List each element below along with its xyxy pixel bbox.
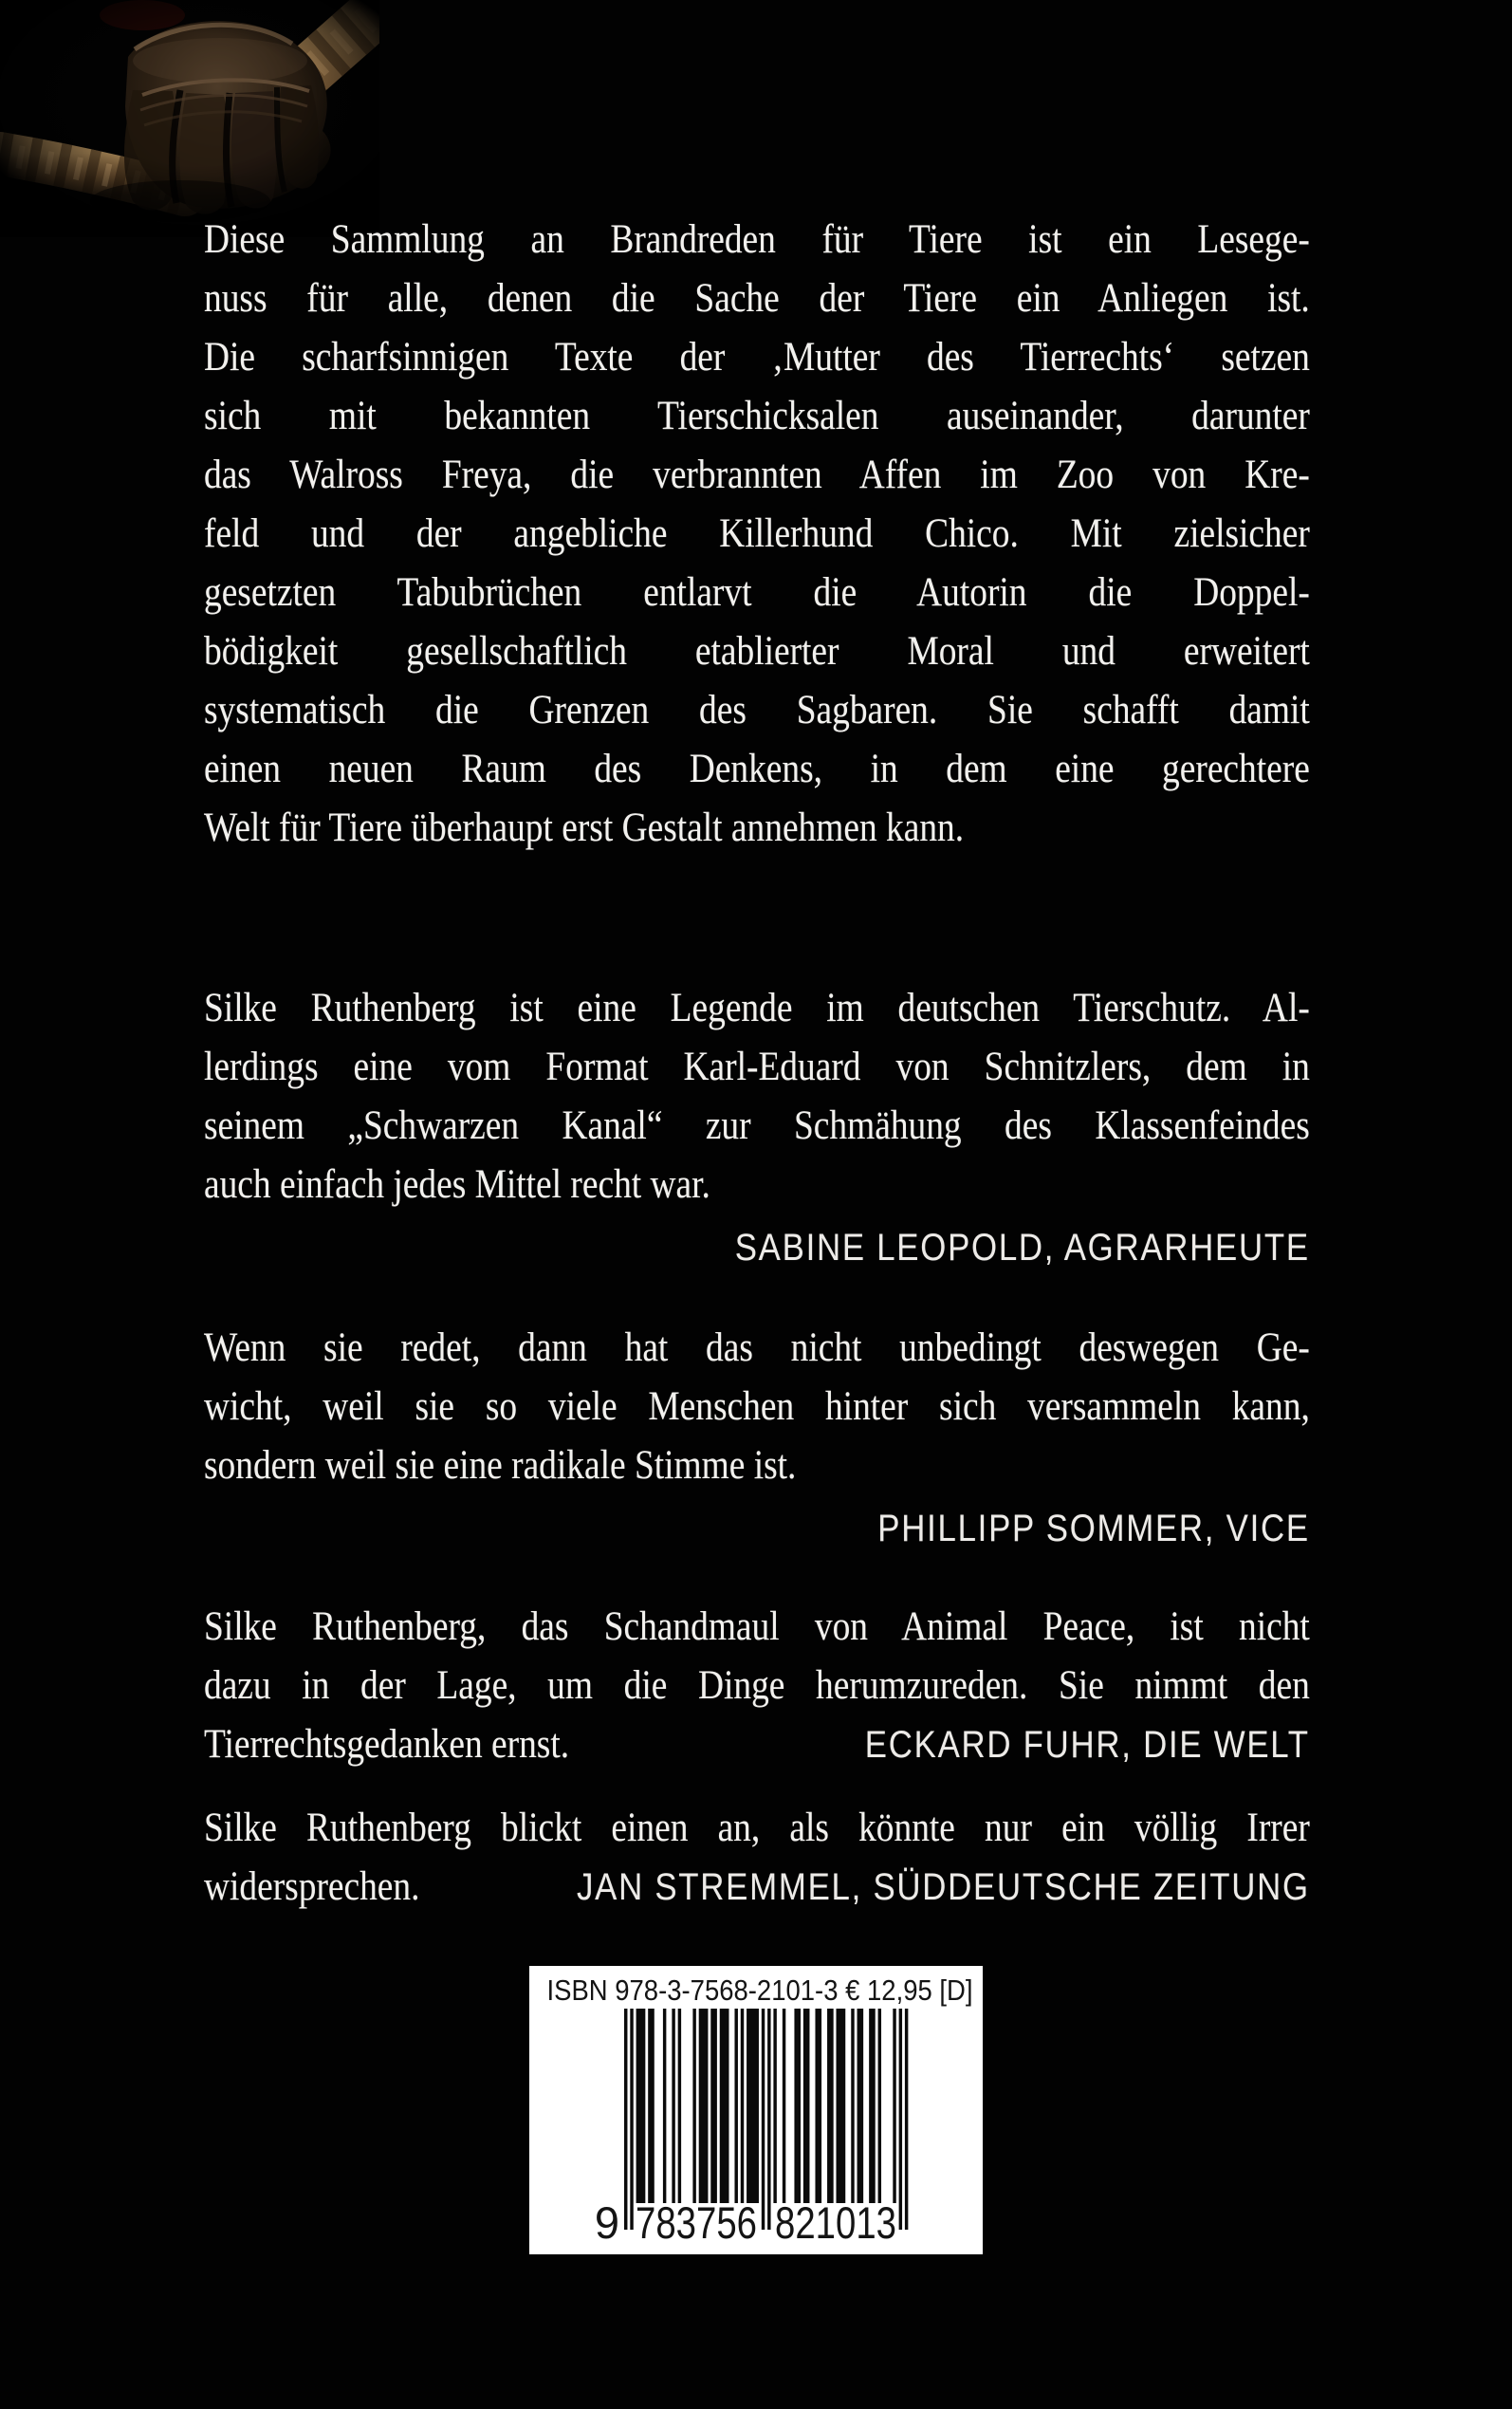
quote-attribution-row bbox=[204, 1218, 1310, 1277]
press-quotes bbox=[204, 979, 1310, 1917]
blurb-line: einen neuen Raum des Denkens, in dem eine gerechtere bbox=[204, 747, 1310, 791]
quote-line: widersprechen. bbox=[204, 1864, 420, 1909]
quote-attribution: ECKARD FUHR, DIE WELT bbox=[864, 1724, 1310, 1766]
barcode-digit-first: 9 bbox=[594, 2197, 619, 2248]
quote-attribution: PHILLIPP SOMMER, VICE bbox=[877, 1508, 1310, 1549]
ean13-barcode bbox=[529, 1966, 983, 2254]
quote-line: sondern weil sie eine radikale Stimme ist. bbox=[204, 1443, 797, 1488]
quote-last-line-row bbox=[204, 1858, 1310, 1917]
quote-line: wicht, weil sie so viele Menschen hinter sich versammeln kann, bbox=[204, 1384, 1310, 1429]
blurb-line: systematisch die Grenzen des Sagbaren. Sie schafft damit bbox=[204, 688, 1310, 732]
quote-attribution: SABINE LEOPOLD, AGRARHEUTE bbox=[734, 1227, 1310, 1269]
quote-line: Tierrechtsgedanken ernst. bbox=[204, 1722, 570, 1767]
quote-line: Silke Ruthenberg ist eine Legende im deutschen Tierschutz. Al- bbox=[204, 986, 1310, 1030]
blurb-line: Welt für Tiere überhaupt erst Gestalt annehmen kann. bbox=[204, 806, 965, 850]
quote-line: auch einfach jedes Mittel recht war. bbox=[204, 1162, 710, 1207]
quote-line: Silke Ruthenberg, das Schandmaul von Animal Peace, ist nicht bbox=[204, 1604, 1310, 1649]
quote-last-line-row bbox=[204, 1715, 1310, 1774]
quote-attribution: JAN STREMMEL, SÜDDEUTSCHE ZEITUNG bbox=[576, 1866, 1310, 1908]
isbn-barcode-box bbox=[529, 1966, 983, 2254]
blurb-line: Die scharfsinnigen Texte der ‚Mutter des Tierrechts‘ setzen bbox=[204, 335, 1310, 380]
quote-line: dazu in der Lage, um die Dinge herumzureden. Sie nimmt den bbox=[204, 1663, 1310, 1708]
quote-attribution-row bbox=[204, 1499, 1310, 1558]
press-quote bbox=[204, 979, 1310, 1277]
press-quote bbox=[204, 1319, 1310, 1558]
quote-line: lerdings eine vom Format Karl-Eduard von Schnitzlers, dem in bbox=[204, 1045, 1310, 1089]
vignette bbox=[0, 0, 379, 237]
quote-line: seinem „Schwarzen Kanal“ zur Schmähung des Klassenfeindes bbox=[204, 1103, 1310, 1148]
quote-line: Wenn sie redet, dann hat das nicht unbedingt deswegen Ge- bbox=[204, 1325, 1310, 1370]
ape-hand-rope-photo bbox=[0, 0, 379, 237]
isbn-text: ISBN 978-3-7568-2101-3 € 12,95 [D] bbox=[546, 1974, 973, 2007]
blurb-line: Diese Sammlung an Brandreden für Tiere ist ein Lesege- bbox=[204, 217, 1310, 262]
barcode-digit-right-group: 821013 bbox=[775, 2197, 896, 2248]
blurb-line: sich mit bekannten Tierschicksalen auseinander, darunter bbox=[204, 394, 1310, 438]
quote-line: Silke Ruthenberg blickt einen an, als könnte nur ein völlig Irrer bbox=[204, 1806, 1310, 1850]
blurb-line: das Walross Freya, die verbrannten Affen im Zoo von Kre- bbox=[204, 453, 1310, 497]
press-quote bbox=[204, 1799, 1310, 1917]
barcode-digit-left-group: 783756 bbox=[636, 2197, 757, 2248]
blurb-line: nuss für alle, denen die Sache der Tiere ein Anliegen ist. bbox=[204, 276, 1310, 321]
press-quote bbox=[204, 1598, 1310, 1774]
blurb-paragraph bbox=[204, 211, 1310, 858]
blurb-line: bödigkeit gesellschaftlich etablierter Moral und erweitert bbox=[204, 629, 1310, 674]
blurb-line: gesetzten Tabubrüchen entlarvt die Autorin die Doppel- bbox=[204, 570, 1310, 615]
text-column bbox=[204, 211, 1310, 1917]
blurb-line: feld und der angebliche Killerhund Chico. Mit zielsicher bbox=[204, 511, 1310, 556]
